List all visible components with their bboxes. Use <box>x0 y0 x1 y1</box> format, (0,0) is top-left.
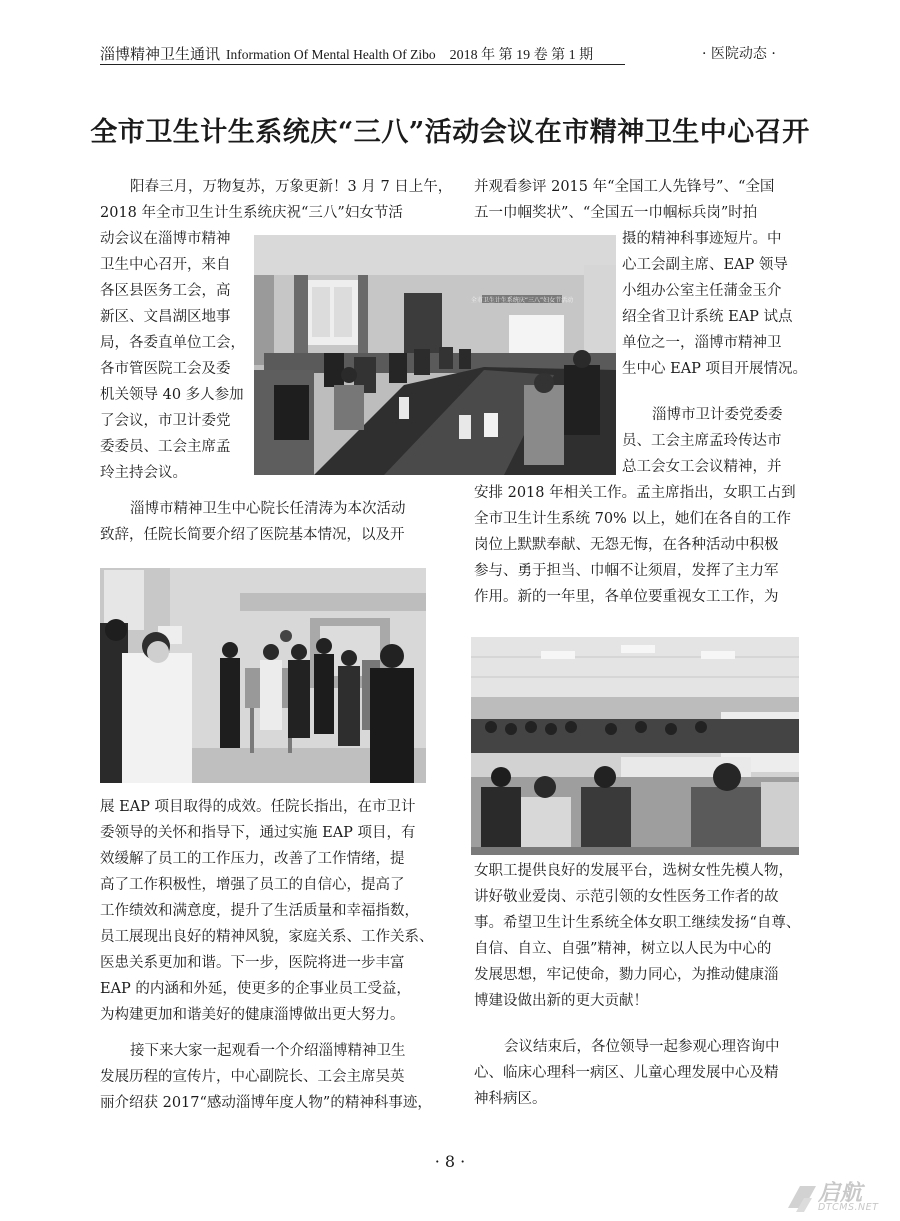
right-para-1-wrapped: 摄的精神科事迹短片。中 心工会副主席、EAP 领导 小组办公室主任蒲金玉介 绍全省卫计系统 EAP 试点 单位之一，淄博市精神卫 生中心 EAP 项目开展情况。 <box>622 231 808 377</box>
left-para-1-wrapped: 动会议在淄博市精神 卫生中心召开，来自 各区县医务工会，高 新区、文昌湖区地事 局，各委直单位工会， 各市管医院工会及委 机关领导 40 多人参加 了会议，市卫计委党 委委员、工会主席孟 玲主持会议。 <box>100 231 245 481</box>
right-para-2-full: 安排 2018 年相关工作。孟主席指出，女职工占到 全市卫生计生系统 70% 以上，她们在各自的工作 岗位上默默奉献、无怨无悔，在各种活动中积极 参与、勇于担当、巾帼不让须眉，发挥了主力军 作用。新的一年里，各单位要重视女工工作，为 <box>474 485 796 605</box>
section-label: · 医院动态 · <box>702 46 776 62</box>
page-number: · 8 · <box>434 1152 466 1171</box>
left-para-2-line-2: 致辞，任院长简要介绍了医院基本情况，以及开 <box>100 527 405 543</box>
left-para-1-line-2: 2018 年全市卫生计生系统庆祝“三八”妇女节活 <box>100 205 403 221</box>
left-para-1-line-1: 阳春三月，万物复苏，万象更新！3 月 7 日上午， <box>130 179 453 195</box>
right-para-2-line-1: 淄博市卫计委党委委 <box>652 407 783 423</box>
watermark-logo-text: 启航 <box>818 1181 863 1206</box>
hallway-visit-photo <box>100 568 426 783</box>
left-para-4-rest: 发展历程的宣传片，中心副院长、工会主席吴英 丽介绍获 2017“感动淄博年度人物”的精神科事迹， <box>100 1069 432 1111</box>
article-title: 全市卫生计生系统庆“三八”活动会议在市精神卫生中心召开 <box>90 117 810 148</box>
left-para-4-line-1: 接下来大家一起观看一个介绍淄博精神卫生 <box>130 1043 406 1059</box>
issue-info: 2018 年 第 19 卷 第 1 期 <box>449 48 594 63</box>
meeting-banner-text: 全市卫生计生系统庆“三八”妇女节活动 <box>470 297 574 304</box>
activity-room-photo <box>471 637 799 855</box>
journal-title: 淄博精神卫生通讯 <box>100 45 221 63</box>
right-para-2-continued: 女职工提供良好的发展平台，选树女性先模人物， 讲好敬业爱岗、示范引领的女性医务工作者的故 事。希望卫生计生系统全体女职工继续发扬“自尊、 自信、自立、自强”精神，树立以人民为中心的 发展思想，牢记使命，勠力同心，为推动健康淄 博建设做出新的更大贡献！ <box>474 863 801 1009</box>
journal-english-title: Information Of Mental Health Of Zibo <box>226 47 436 62</box>
watermark-site-text: DTCMS.NET <box>818 1202 879 1213</box>
right-para-3-rest: 心、临床心理科一病区、儿童心理发展中心及精 神科病区。 <box>474 1065 779 1107</box>
right-para-3-line-1: 会议结束后，各位领导一起参观心理咨询中 <box>504 1039 780 1055</box>
left-para-2-line-1: 淄博市精神卫生中心院长任清涛为本次活动 <box>130 501 406 517</box>
right-para-1-top: 并观看参评 2015 年“全国工人先锋号”、“全国 五一巾帼奖状”、“全国五一巾帼标兵岗”时拍 <box>474 179 775 221</box>
left-para-3: 展 EAP 项目取得的成效。任院长指出，在市卫计 委领导的关怀和指导下，通过实施 EAP 项目，有 效缓解了员工的工作压力，改善了工作情绪，提 高了工作积极性，增强了员工的自信心，提高了 工作绩效和满意度，提升了生活质量和幸福指数， 员工展现出良好的精神风貌，家庭关系、工作关系、 医患关系更加和谐。下一步，医院将进一步丰富 EAP 的内涵和外延，使更多的企事业员工受益， 为构建更加和谐美好的健康淄博做出更大努力。 <box>100 799 434 1023</box>
running-header <box>100 43 593 64</box>
header-rule <box>100 64 625 65</box>
meeting-room-photo <box>254 235 616 475</box>
right-para-2-wrapped: 员、工会主席孟玲传达市 总工会女工会议精神，并 <box>622 433 782 475</box>
